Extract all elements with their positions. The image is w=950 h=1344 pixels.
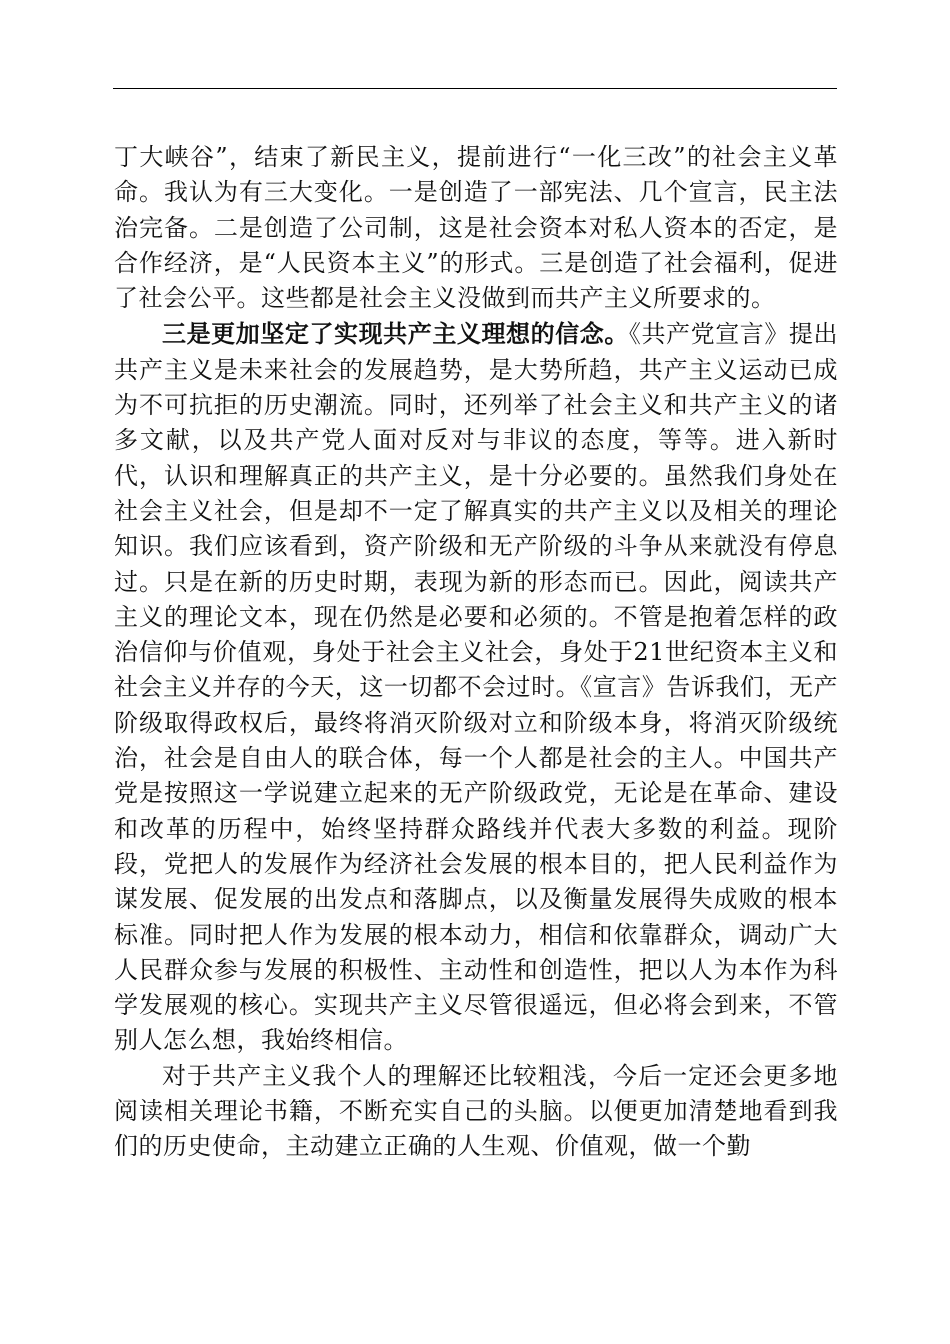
paragraph-text: 丁大峡谷”，结束了新民主义，提前进行“一化三改”的社会主义革命。我认为有三大变化。一是创造了一部宪法、几个宣言，民主法治完备。二是创造了公司制，这是社会资本对私人资本的否定，是合作经济，是“人民资本主义”的形式。三是创造了社会福利，促进了社会公平。这些都是社会主义没做到而共产主义所要求的。 — [114, 143, 838, 313]
document-body — [114, 140, 838, 1165]
paragraph-lead-heading: 三是更加坚定了实现共产主义理想的信念。 — [162, 319, 629, 349]
header-rule — [113, 88, 837, 89]
paragraph-text: 《共产党宣言》提出共产主义是未来社会的发展趋势，是大势所趋，共产主义运动已成为不可抗拒的历史潮流。同时，还列举了社会主义和共产主义的诸多文献，以及共产党人面对反对与非议的态度，等等。进入新时代，认识和理解真正的共产主义，是十分必要的。虽然我们身处在社会主义社会，但是却不一定了解真实的共产主义以及相关的理论知识。我们应该看到，资产阶级和无产阶级的斗争从来就没有停息过。只是在新的历史时期，表现为新的形态而已。因此，阅读共产主义的理论文本，现在仍然是必要和必须的。不管是抱着怎样的政治信仰与价值观，身处于社会主义社会，身处于21世纪资本主义和社会主义并存的今天，这一切都不会过时。《宣言》告诉我们，无产阶级取得政权后，最终将消灭阶级对立和阶级本身，将消灭阶级统治，社会是自由人的联合体，每一个人都是社会的主人。中国共产党是按照这一学说建立起来的无产阶级政党，无论是在革命、建设和改革的历程中，始终坚持群众路线并代表大多数的利益。现阶段，党把人的发展作为经济社会发展的根本目的，把人民利益作为谋发展、促发展的出发点和落脚点，以及衡量发展得失成败的根本标准。同时把人作为发展的根本动力，相信和依靠群众，调动广大人民群众参与发展的积极性、主动性和创造性，把以人为本作为科学发展观的核心。实现共产主义尽管很遥远，但必将会到来，不管别人怎么想，我始终相信。 — [114, 320, 838, 1055]
paragraph-closing — [114, 1059, 838, 1165]
paragraph-third-point — [114, 316, 838, 1058]
paragraph-text: 对于共产主义我个人的理解还比较粗浅，今后一定还会更多地阅读相关理论书籍，不断充实自己的头脑。以便更加清楚地看到我们的历史使命，主动建立正确的人生观、价值观，做一个勤 — [114, 1061, 838, 1161]
paragraph-continuation — [114, 140, 838, 316]
